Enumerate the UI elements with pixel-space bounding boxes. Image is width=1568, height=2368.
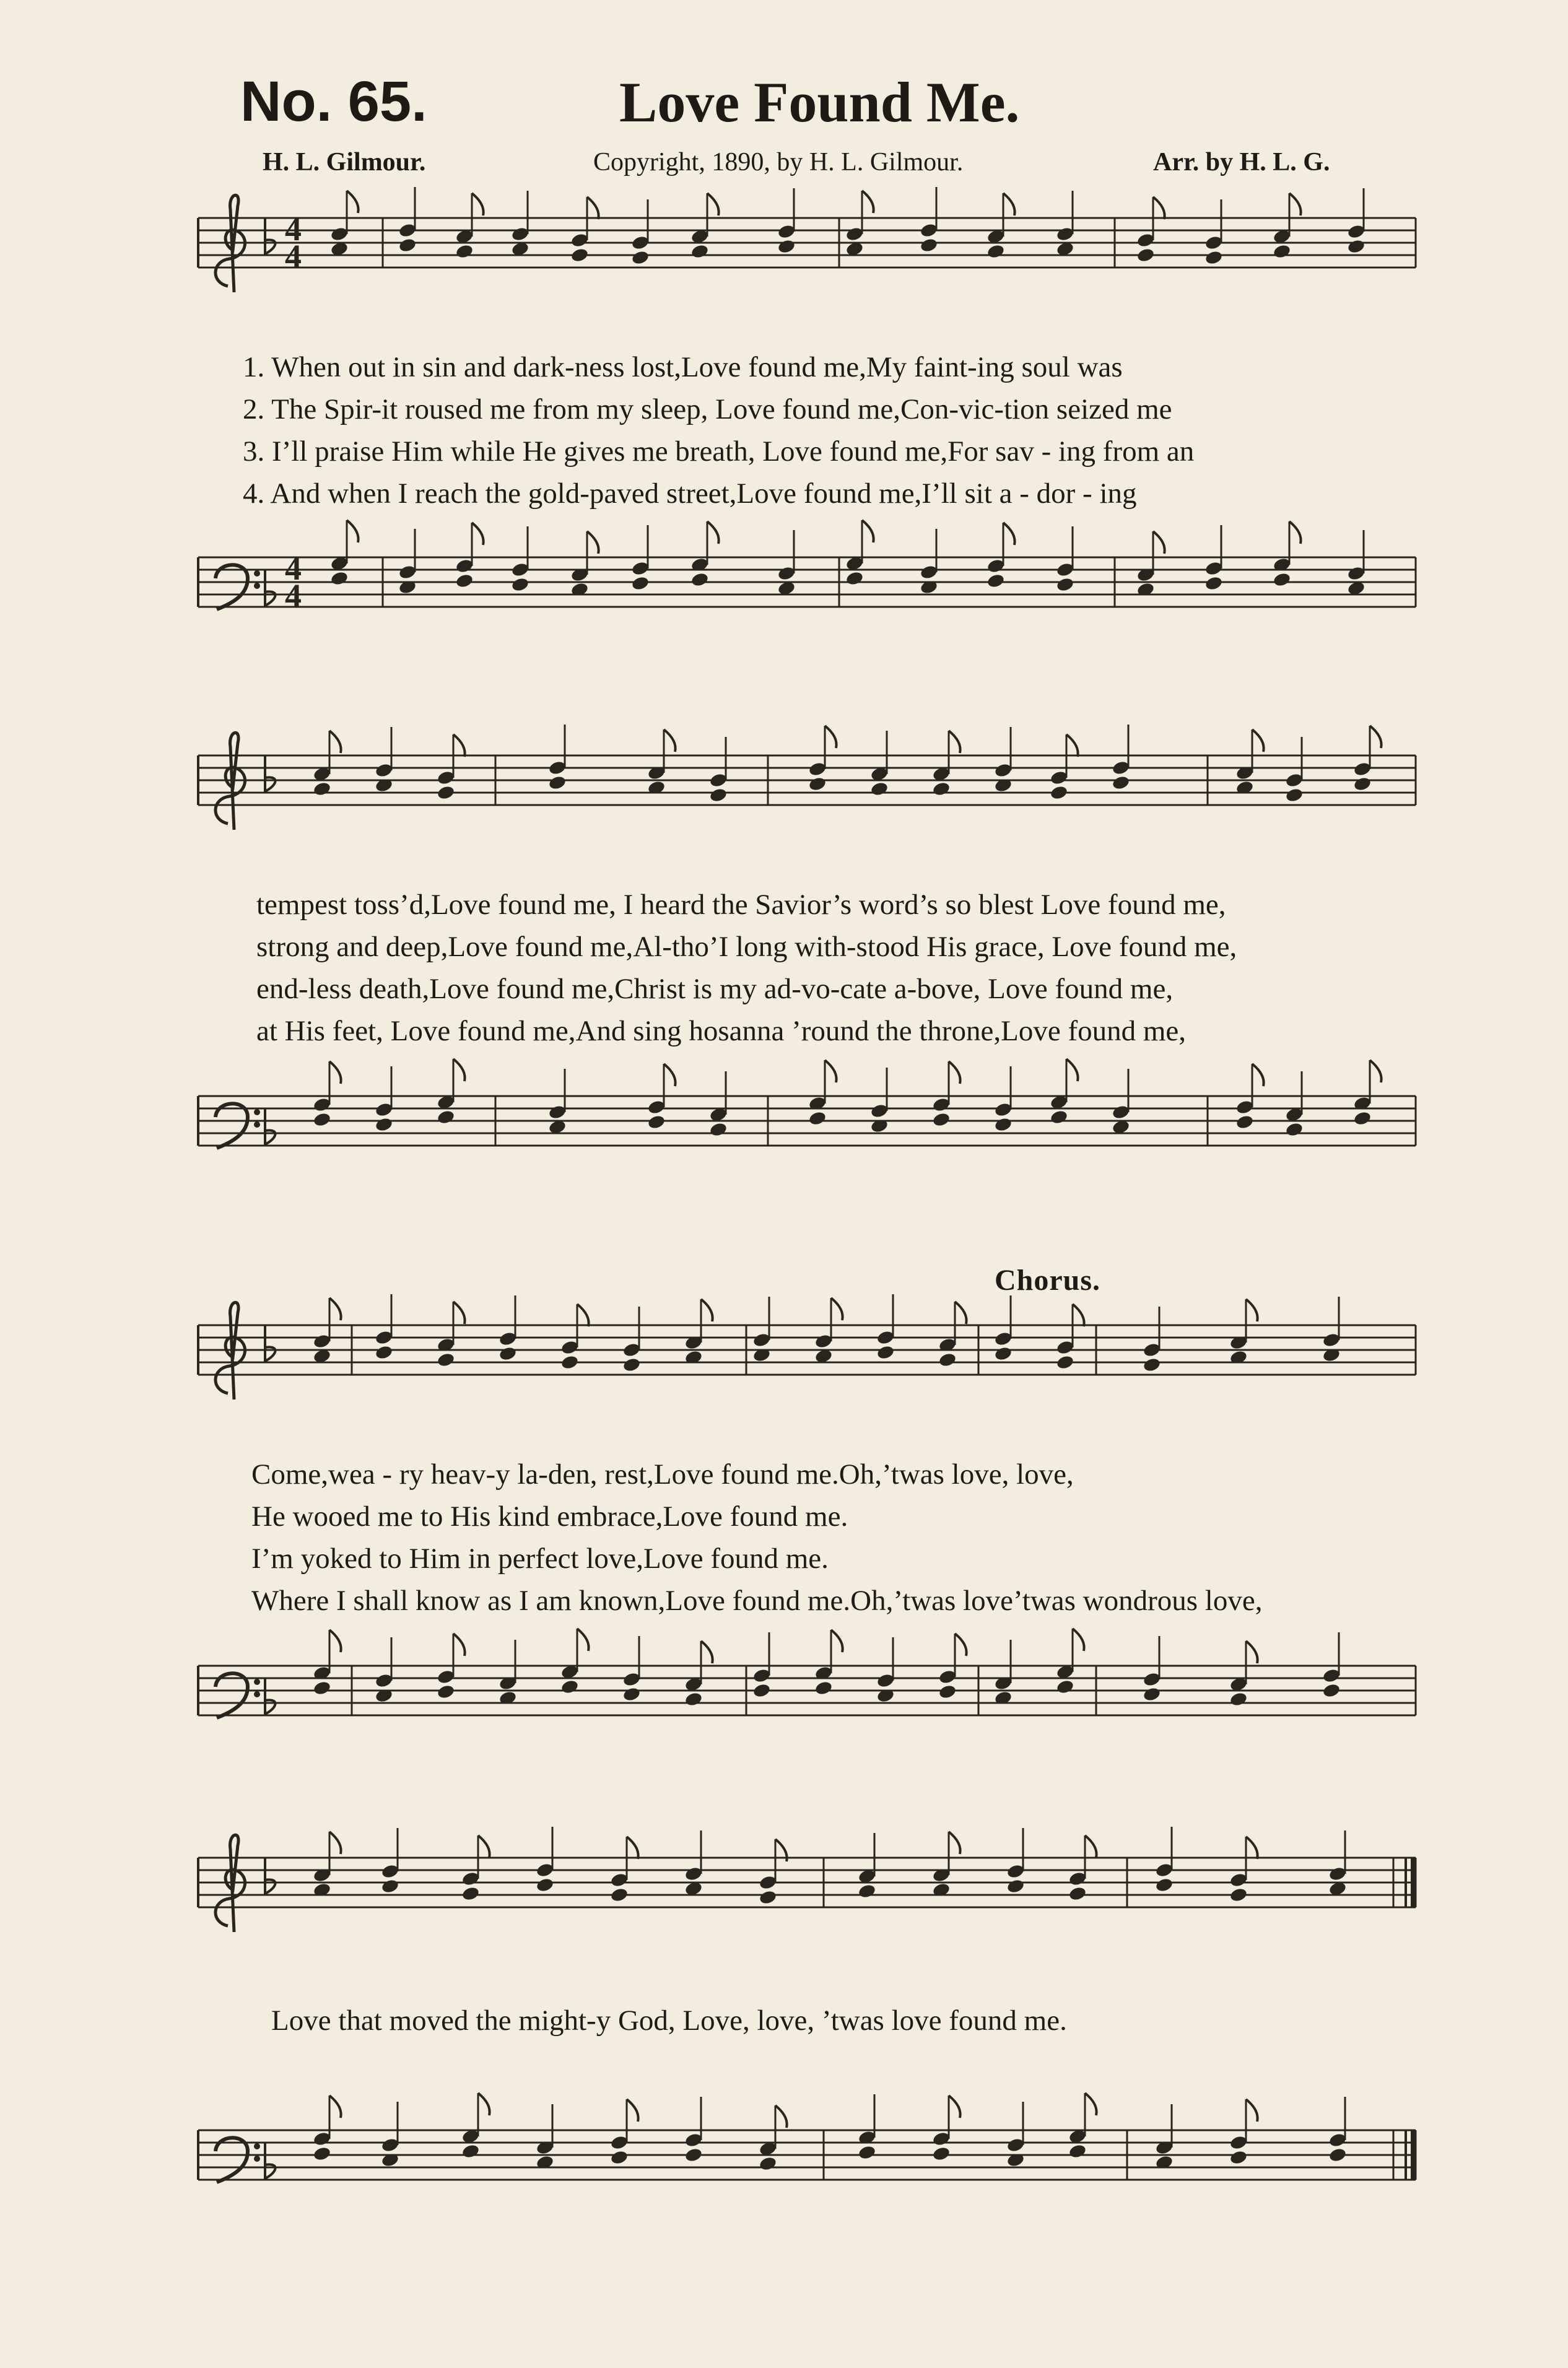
- note-flag: [949, 1832, 960, 1854]
- note-head: [536, 1877, 555, 1893]
- note-head: [1056, 1354, 1075, 1370]
- flat-icon: [265, 1858, 276, 1894]
- note-head: [375, 1344, 394, 1360]
- note-head: [511, 577, 530, 593]
- note-head: [932, 781, 951, 797]
- note-flag: [664, 1064, 676, 1086]
- note-flag: [775, 2105, 787, 2128]
- treble-clef-icon: [216, 195, 245, 292]
- note-head: [1006, 1878, 1026, 1894]
- bass-clef-icon: [216, 1673, 248, 1718]
- bass-clef-icon: [216, 565, 248, 609]
- note-flag: [478, 1835, 490, 1858]
- note-head: [814, 1680, 834, 1696]
- flat-icon: [265, 1325, 276, 1361]
- note-head: [622, 1686, 642, 1702]
- note-head: [759, 1889, 778, 1905]
- note-flag: [472, 523, 484, 545]
- note-head: [1068, 2143, 1087, 2159]
- treble-clef-icon: [216, 1302, 245, 1399]
- note-head: [858, 1883, 877, 1899]
- note-head: [1143, 1357, 1162, 1373]
- note-head: [1229, 1887, 1248, 1903]
- verse-line: 4. And when I reach the gold-paved street,Love found me,I’ll sit a - dor - ing: [243, 477, 1137, 510]
- flat-icon: [265, 570, 276, 606]
- note-head: [709, 1121, 728, 1138]
- note-head: [622, 1357, 642, 1373]
- bass-clef-icon: [216, 1103, 248, 1148]
- note-head: [1273, 572, 1292, 588]
- treble-clef-icon: [216, 1835, 245, 1932]
- note-flag: [955, 1302, 967, 1324]
- note-head: [1056, 577, 1075, 593]
- note-flag: [862, 520, 874, 542]
- time-signature-bottom: 4: [285, 238, 302, 275]
- note-head: [690, 243, 710, 259]
- note-flag: [1003, 523, 1015, 545]
- note-flag: [478, 2093, 490, 2115]
- note-flag: [949, 1061, 960, 1084]
- time-signature-bottom: 4: [285, 577, 302, 614]
- note-head: [1112, 775, 1131, 791]
- verse-line: tempest toss’d,Love found me, I heard the Savior’s word’s so blest Love found me,: [256, 889, 1226, 921]
- note-flag: [1246, 2099, 1258, 2122]
- note-head: [437, 1352, 456, 1368]
- note-flag: [955, 1634, 967, 1656]
- bass-clef-dot: [254, 570, 260, 577]
- note-flag: [453, 734, 465, 757]
- note-flag: [627, 1837, 638, 1859]
- note-head: [938, 1684, 957, 1700]
- note-flag: [453, 1634, 465, 1656]
- bass-clef-dot: [254, 1679, 260, 1685]
- bass-clef-dot: [254, 1109, 260, 1115]
- note-flag: [587, 197, 599, 219]
- note-flag: [707, 193, 719, 215]
- note-head: [455, 243, 474, 259]
- note-flag: [329, 1298, 341, 1320]
- note-head: [313, 1680, 332, 1696]
- note-head: [870, 781, 889, 797]
- note-flag: [1153, 531, 1165, 554]
- note-head: [987, 243, 1006, 259]
- note-flag: [949, 731, 960, 753]
- note-head: [684, 1691, 703, 1707]
- note-flag: [453, 1059, 465, 1081]
- note-head: [1229, 1691, 1248, 1707]
- note-flag: [1246, 1299, 1258, 1321]
- note-head: [1068, 1886, 1087, 1902]
- bass-clef-dot: [254, 583, 260, 589]
- note-flag: [825, 726, 837, 748]
- note-head: [1143, 1686, 1162, 1702]
- note-head: [759, 2156, 778, 2172]
- note-flag: [1289, 193, 1301, 215]
- treble-clef-icon: [216, 733, 245, 830]
- note-head: [313, 781, 332, 797]
- note-head: [461, 2143, 481, 2159]
- verse-line: 3. I’ll praise Him while He gives me breath, Love found me,For sav - ing from an: [243, 435, 1195, 468]
- flat-icon: [265, 218, 276, 254]
- note-head: [752, 1682, 772, 1699]
- hymn-number: No. 65.: [240, 70, 427, 133]
- note-head: [920, 237, 939, 253]
- note-head: [631, 575, 650, 591]
- note-head: [1204, 575, 1224, 591]
- note-head: [1050, 785, 1069, 801]
- note-flag: [1066, 734, 1078, 757]
- note-flag: [347, 520, 359, 542]
- note-head: [845, 570, 865, 586]
- verse-line: end-less death,Love found me,Christ is my ad-vo-cate a-bove, Love found me,: [256, 973, 1174, 1005]
- note-head: [808, 776, 827, 792]
- note-flag: [347, 191, 359, 213]
- note-head: [1285, 787, 1304, 803]
- note-head: [1136, 247, 1156, 263]
- note-flag: [1252, 1064, 1264, 1086]
- note-flag: [587, 531, 599, 554]
- note-head: [1273, 243, 1292, 259]
- note-head: [1347, 238, 1366, 255]
- note-head: [808, 1110, 827, 1126]
- chorus-line: Come,wea - ry heav-y la-den, rest,Love found me.Oh,’twas love, love,: [251, 1458, 1074, 1491]
- note-flag: [1289, 521, 1301, 544]
- note-flag: [577, 1304, 589, 1326]
- note-head: [610, 1887, 629, 1903]
- note-flag: [701, 1299, 713, 1321]
- note-flag: [1085, 1835, 1097, 1858]
- note-head: [1056, 1679, 1075, 1695]
- note-head: [858, 2144, 877, 2161]
- note-flag: [329, 2096, 341, 2118]
- note-flag: [949, 2096, 960, 2118]
- note-flag: [453, 1302, 465, 1324]
- verse-line: strong and deep,Love found me,Al-tho’I long with-stood His grace, Love found me,: [256, 931, 1237, 963]
- note-flag: [329, 1630, 341, 1652]
- note-flag: [825, 1060, 837, 1082]
- bass-clef-dot: [254, 2156, 260, 2162]
- chorus-line: He wooed me to His kind embrace,Love found me.: [251, 1500, 848, 1533]
- note-head: [313, 2146, 332, 2162]
- copyright-notice: Copyright, 1890, by H. L. Gilmour.: [593, 148, 964, 176]
- note-flag: [1370, 1060, 1382, 1082]
- note-head: [690, 572, 710, 588]
- note-head: [375, 1117, 394, 1133]
- note-flag: [1066, 1059, 1078, 1081]
- verse-line: 1. When out in sin and dark-ness lost,Love found me,My faint-ing soul was: [243, 351, 1123, 383]
- note-head: [381, 1878, 400, 1894]
- note-head: [1322, 1682, 1341, 1699]
- note-head: [994, 1346, 1013, 1362]
- note-head: [1050, 1109, 1069, 1125]
- flat-icon: [265, 2143, 276, 2179]
- note-flag: [1246, 1837, 1258, 1859]
- note-head: [398, 237, 417, 253]
- note-flag: [862, 191, 874, 213]
- note-flag: [1073, 1629, 1084, 1651]
- note-head: [455, 573, 474, 589]
- note-head: [1353, 776, 1372, 792]
- note-head: [437, 1109, 456, 1125]
- note-flag: [627, 2099, 638, 2122]
- chorus-line: Where I shall know as I am known,Love found me.Oh,’twas love’twas wondrous love,: [251, 1585, 1263, 1617]
- note-head: [1285, 1121, 1304, 1138]
- note-head: [631, 250, 650, 266]
- note-flag: [1252, 729, 1264, 752]
- note-head: [1353, 1110, 1372, 1126]
- bass-clef-icon: [216, 2138, 248, 2182]
- note-head: [1204, 250, 1224, 266]
- arranger-credit: Arr. by H. L. G.: [1153, 148, 1330, 176]
- note-flag: [472, 193, 484, 215]
- note-head: [709, 787, 728, 803]
- note-head: [938, 1352, 957, 1368]
- note-head: [437, 785, 456, 801]
- note-flag: [1153, 197, 1165, 219]
- note-head: [548, 775, 567, 791]
- note-head: [932, 2146, 951, 2162]
- note-head: [560, 1679, 580, 1695]
- bass-clef-dot: [254, 2143, 260, 2149]
- note-head: [932, 1112, 951, 1128]
- note-flag: [329, 731, 341, 753]
- note-head: [1155, 1877, 1174, 1893]
- note-head: [876, 1344, 895, 1360]
- note-flag: [1085, 2093, 1097, 2115]
- note-flag: [1073, 1304, 1084, 1326]
- verse-line: at His feet, Love found me,And sing hosanna ’round the throne,Love found me,: [256, 1015, 1187, 1047]
- chorus-line: I’m yoked to Him in perfect love,Love found me.: [251, 1543, 829, 1575]
- flat-icon: [265, 1108, 276, 1144]
- note-flag: [664, 729, 676, 752]
- note-head: [994, 1117, 1013, 1133]
- note-flag: [1370, 726, 1382, 748]
- note-flag: [831, 1630, 843, 1652]
- note-head: [1328, 2147, 1348, 2163]
- note-head: [330, 570, 349, 586]
- note-head: [777, 238, 796, 255]
- note-head: [610, 2149, 629, 2166]
- time-signature-top: 4: [285, 550, 302, 587]
- chorus-line: Love that moved the might-y God, Love, love, ’twas love found me.: [271, 2005, 1067, 2037]
- hymn-title: Love Found Me.: [619, 71, 1020, 134]
- note-head: [313, 1112, 332, 1128]
- note-head: [1229, 2149, 1248, 2166]
- time-signature-top: 4: [285, 211, 302, 248]
- note-flag: [707, 521, 719, 544]
- note-flag: [1003, 193, 1015, 215]
- note-head: [461, 1886, 481, 1902]
- note-flag: [701, 1641, 713, 1663]
- note-flag: [329, 1832, 341, 1854]
- note-head: [570, 247, 590, 263]
- note-head: [560, 1354, 580, 1370]
- note-flag: [831, 1298, 843, 1320]
- note-head: [647, 1114, 666, 1130]
- chorus-label: Chorus.: [995, 1264, 1101, 1297]
- note-flag: [329, 1061, 341, 1084]
- note-head: [987, 573, 1006, 589]
- note-flag: [1246, 1641, 1258, 1663]
- flat-icon: [265, 755, 276, 791]
- bass-clef-dot: [254, 1121, 260, 1128]
- note-head: [499, 1346, 518, 1362]
- flat-icon: [265, 1678, 276, 1714]
- author-credit: H. L. Gilmour.: [263, 148, 426, 176]
- note-head: [1235, 1114, 1255, 1130]
- note-head: [684, 2147, 703, 2163]
- note-head: [437, 1684, 456, 1700]
- bass-clef-dot: [254, 1691, 260, 1697]
- note-flag: [577, 1629, 589, 1651]
- verse-line: 2. The Spir-it roused me from my sleep, Love found me,Con-vic-tion seized me: [243, 393, 1172, 425]
